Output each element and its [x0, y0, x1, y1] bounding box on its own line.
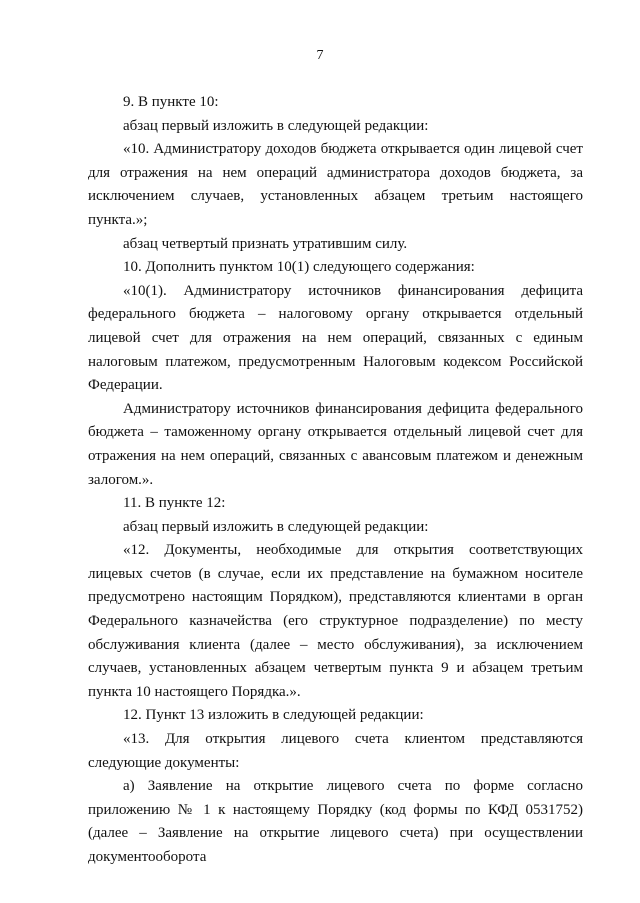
page-number: 7 — [316, 48, 324, 63]
paragraph: 10. Дополнить пунктом 10(1) следующего содержания: — [123, 259, 475, 276]
paragraph: «13. Для открытия лицевого счета клиентом представляются следующие документы: — [88, 731, 583, 771]
paragraph: абзац первый изложить в следующей редакции: — [123, 117, 429, 134]
paragraph: «10(1). Администратору источников финансирования дефицита федерального бюджета – налоговому органу открывается отдельный лицевой счет для отражения на нем операций, связанных с единым налоговым платежом, предусмотренным Налоговым кодексом Российской Федерации. — [88, 282, 583, 394]
paragraph: 12. Пункт 13 изложить в следующей редакции: — [123, 707, 424, 724]
paragraph: а) Заявление на открытие лицевого счета по форме согласно приложению № 1 к настоящему Порядку (код формы по КФД 0531752) (далее – Заявление на открытие лицевого счета) при осуществлении документооборота — [88, 778, 583, 865]
paragraph: «10. Администратору доходов бюджета открывается один лицевой счет для отражения на нем операций администратора доходов бюджета, за исключением случаев, установленных абзацем третьим настоящего пункта.»; — [88, 141, 583, 228]
paragraph: абзац четвертый признать утратившим силу. — [123, 235, 408, 252]
document-body — [88, 91, 583, 870]
paragraph: 11. В пункте 12: — [123, 495, 226, 512]
paragraph: Администратору источников финансирования дефицита федерального бюджета – таможенному органу открывается отдельный лицевой счет для отражения на нем операций, связанных с авансовым платежом и денежным залогом.». — [88, 400, 583, 488]
paragraph: «12. Документы, необходимые для открытия соответствующих лицевых счетов (в случае, если их представление на бумажном носителе предусмотрено настоящим Порядком), представляются клиентами в орган Федерального казначейства (его структурное подразделение) по месту обслуживания клиента (далее – место обслуживания), за исключением случаев, установленных абзацем четвертым пункта 9 и абзацем третьим пункта 10 настоящего Порядка.». — [88, 542, 583, 700]
paragraph: 9. В пункте 10: — [123, 94, 219, 110]
paragraph: абзац первый изложить в следующей редакции: — [123, 518, 429, 535]
